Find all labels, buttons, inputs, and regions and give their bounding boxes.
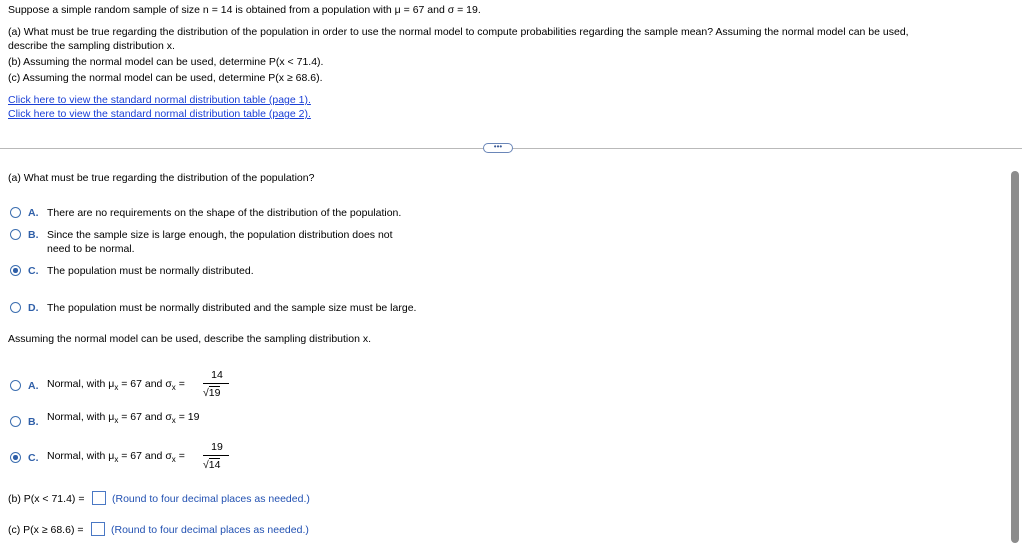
sampling-option-b-text: Normal, with $\mu_x = 67$ and $\sigma_x = 19$ bbox=[47, 411, 200, 426]
expand-toggle-button[interactable]: ••• bbox=[483, 143, 513, 153]
problem-intro: Suppose a simple random sample of size n = 14 is obtained from a population with μ = 67 and σ = 19. bbox=[8, 4, 481, 16]
option-a-radio[interactable] bbox=[10, 207, 21, 218]
answer-b-note: (Round to four decimal places as needed.) bbox=[112, 493, 310, 505]
sampling-option-a-radio[interactable] bbox=[10, 380, 21, 391]
sampling-option-a-fraction-bar bbox=[203, 383, 229, 384]
sampling-option-b-radio[interactable] bbox=[10, 416, 21, 427]
answer-c-input[interactable] bbox=[91, 522, 105, 536]
sampling-option-c-fraction-bar bbox=[203, 455, 229, 456]
option-c-radio-selected[interactable] bbox=[10, 265, 21, 276]
sampling-option-c-numerator: 19 bbox=[211, 441, 223, 453]
sampling-option-a-denominator: √19 bbox=[203, 387, 221, 399]
sampling-prompt: Assuming the normal model can be used, describe the sampling distribution x. bbox=[8, 333, 372, 345]
normal-table-page1-link[interactable]: Click here to view the standard normal distribution table (page 1). bbox=[8, 94, 311, 106]
sampling-option-c-text: Normal, with $\mu_x = 67$ and $\sigma_x$ = bbox=[47, 450, 185, 465]
option-d-radio[interactable] bbox=[10, 302, 21, 313]
sampling-option-b-letter: B. bbox=[28, 416, 39, 428]
option-d-letter: D. bbox=[28, 302, 39, 314]
sampling-option-a-numerator: 14 bbox=[211, 369, 223, 381]
option-a-letter: A. bbox=[28, 207, 39, 219]
answer-b-input[interactable] bbox=[92, 491, 106, 505]
option-b-radio[interactable] bbox=[10, 229, 21, 240]
option-c-letter: C. bbox=[28, 265, 39, 277]
option-b-text-line1: Since the sample size is large enough, the population distribution does not bbox=[47, 229, 393, 241]
sampling-option-a-letter: A. bbox=[28, 380, 39, 392]
problem-part-c: (c) Assuming the normal model can be used, determine P(x ≥ 68.6). bbox=[8, 72, 323, 84]
option-b-letter: B. bbox=[28, 229, 39, 241]
question-a-prompt: (a) What must be true regarding the distribution of the population? bbox=[8, 172, 315, 184]
option-c-text: The population must be normally distributed. bbox=[47, 265, 254, 277]
option-d-text: The population must be normally distributed and the sample size must be large. bbox=[47, 302, 417, 314]
sampling-option-c-letter: C. bbox=[28, 452, 39, 464]
problem-part-a-line1: (a) What must be true regarding the distribution of the population in order to use the normal model to compute probabilities regarding the sample mean? Assuming the normal model can be used, bbox=[8, 26, 909, 38]
problem-part-a-line2: describe the sampling distribution x. bbox=[8, 40, 175, 52]
normal-table-page2-link[interactable]: Click here to view the standard normal distribution table (page 2). bbox=[8, 108, 311, 120]
option-a-text: There are no requirements on the shape of the distribution of the population. bbox=[47, 207, 402, 219]
sampling-option-c-radio-selected[interactable] bbox=[10, 452, 21, 463]
vertical-scrollbar[interactable] bbox=[1011, 171, 1019, 543]
sampling-option-c-denominator: √14 bbox=[203, 459, 221, 471]
answer-c-note: (Round to four decimal places as needed.) bbox=[111, 524, 309, 536]
problem-part-b: (b) Assuming the normal model can be used, determine P(x < 71.4). bbox=[8, 56, 324, 68]
answer-b-label: (b) P(x < 71.4) = bbox=[8, 493, 85, 505]
answer-c-label: (c) P(x ≥ 68.6) = bbox=[8, 524, 84, 536]
sampling-option-a-text: Normal, with $\mu_x = 67$ and $\sigma_x$ = bbox=[47, 378, 185, 393]
option-b-text-line2: need to be normal. bbox=[47, 243, 135, 255]
